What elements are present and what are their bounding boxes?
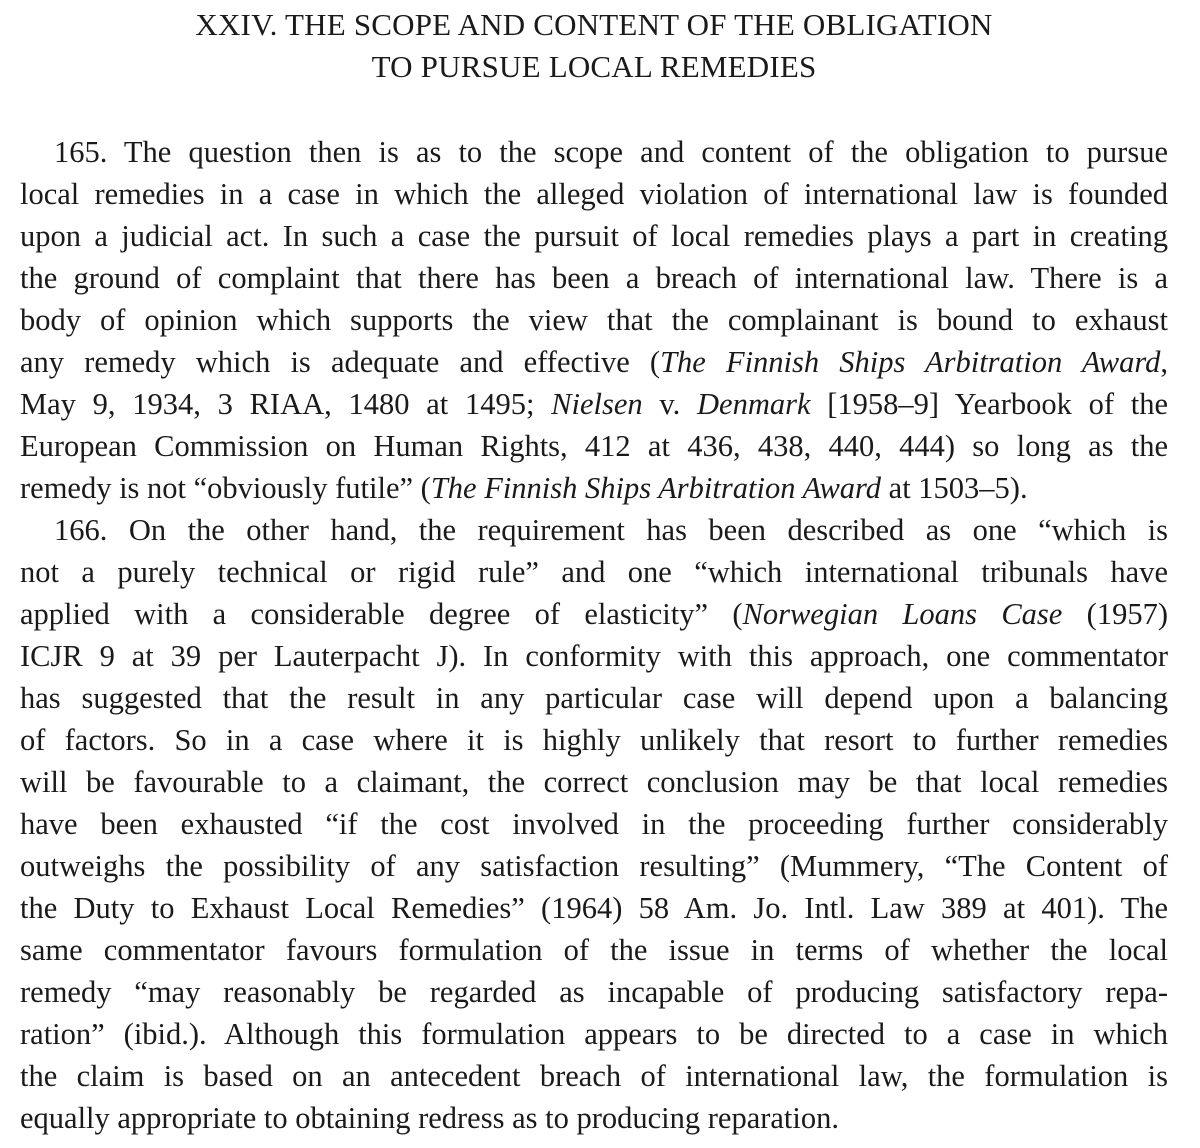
italic-text-segment: The Finnish Ships Arbitration Award <box>660 345 1161 379</box>
italic-text-segment: Nielsen <box>551 387 643 421</box>
document-page <box>20 0 1168 1148</box>
text-segment: at 1503–5). <box>881 471 1028 505</box>
text-segment: body of opinion which supports the view that the complainant is bound to exhaust <box>20 303 1168 337</box>
text-line <box>20 383 1168 425</box>
text-segment: the claim is based on an antecedent breach of international law, the formulation is <box>20 1059 1168 1093</box>
text-line <box>20 1013 1168 1055</box>
italic-text-segment: Norwegian Loans Case <box>742 597 1063 631</box>
text-line <box>20 131 1168 173</box>
text-line <box>20 1097 1168 1139</box>
text-line <box>20 719 1168 761</box>
text-segment: of factors. So in a case where it is highly unlikely that resort to further remedies <box>20 723 1168 757</box>
section-heading-line-2: TO PURSUE LOCAL REMEDIES <box>371 49 817 84</box>
text-line <box>20 1055 1168 1097</box>
text-segment: same commentator favours formulation of the issue in terms of whether the local <box>20 933 1168 967</box>
text-line <box>20 341 1168 383</box>
italic-text-segment: The Finnish Ships Arbitration Award <box>430 471 882 505</box>
section-heading-line-1: XXIV. THE SCOPE AND CONTENT OF THE OBLIGATION <box>195 7 993 42</box>
text-segment: local remedies in a case in which the alleged violation of international law is founded <box>20 177 1168 211</box>
text-segment: ICJR 9 at 39 per Lauterpacht J). In conformity with this approach, one commentator <box>20 639 1168 673</box>
text-line <box>20 299 1168 341</box>
text-segment: (1957) <box>1062 597 1168 631</box>
text-segment: European Commission on Human Rights, 412 at 436, 438, 440, 444) so long as the <box>20 429 1168 463</box>
text-segment: not a purely technical or rigid rule” and one “which international tribunals have <box>20 555 1168 589</box>
text-segment: v. <box>642 387 698 421</box>
text-line <box>20 509 1168 551</box>
text-segment: , <box>1160 345 1168 379</box>
text-segment: equally appropriate to obtaining redress as to producing reparation. <box>20 1101 840 1135</box>
text-line <box>20 971 1168 1013</box>
text-line <box>20 215 1168 257</box>
text-segment: [1958–9] Yearbook of the <box>810 387 1168 421</box>
text-line <box>20 173 1168 215</box>
text-segment: ration” (ibid.). Although this formulation appears to be directed to a case in which <box>20 1017 1168 1051</box>
text-line <box>20 887 1168 929</box>
text-segment: have been exhausted “if the cost involved in the proceeding further considerably <box>20 807 1168 841</box>
text-segment: applied with a considerable degree of elasticity” ( <box>20 597 743 631</box>
text-segment: remedy is not “obviously futile” ( <box>20 471 431 505</box>
text-segment: the ground of complaint that there has been a breach of international law. There is a <box>20 261 1168 295</box>
text-line <box>20 425 1168 467</box>
text-line <box>20 929 1168 971</box>
text-segment: 166. On the other hand, the requirement has been described as one “which is <box>54 513 1168 547</box>
text-line <box>20 761 1168 803</box>
text-segment: upon a judicial act. In such a case the pursuit of local remedies plays a part in creating <box>20 219 1168 253</box>
text-line <box>20 635 1168 677</box>
text-line <box>20 677 1168 719</box>
text-segment: any remedy which is adequate and effective ( <box>20 345 661 379</box>
text-segment: 165. The question then is as to the scope and content of the obligation to pursue <box>54 135 1168 169</box>
text-segment: the Duty to Exhaust Local Remedies” (1964) 58 Am. Jo. Intl. Law 389 at 401). The <box>20 891 1168 925</box>
body-text <box>20 131 1168 1139</box>
section-heading <box>0 4 1188 88</box>
text-segment: remedy “may reasonably be regarded as incapable of producing satisfactory repa- <box>20 975 1168 1009</box>
text-line <box>20 593 1168 635</box>
text-segment: outweighs the possibility of any satisfaction resulting” (Mummery, “The Content of <box>20 849 1168 883</box>
text-segment: May 9, 1934, 3 RIAA, 1480 at 1495; <box>20 387 552 421</box>
italic-text-segment: Denmark <box>697 387 811 421</box>
text-line <box>20 803 1168 845</box>
text-line <box>20 257 1168 299</box>
text-segment: will be favourable to a claimant, the correct conclusion may be that local remedies <box>20 765 1168 799</box>
text-line <box>20 551 1168 593</box>
text-line <box>20 467 1168 509</box>
text-line <box>20 845 1168 887</box>
text-segment: has suggested that the result in any particular case will depend upon a balancing <box>20 681 1168 715</box>
